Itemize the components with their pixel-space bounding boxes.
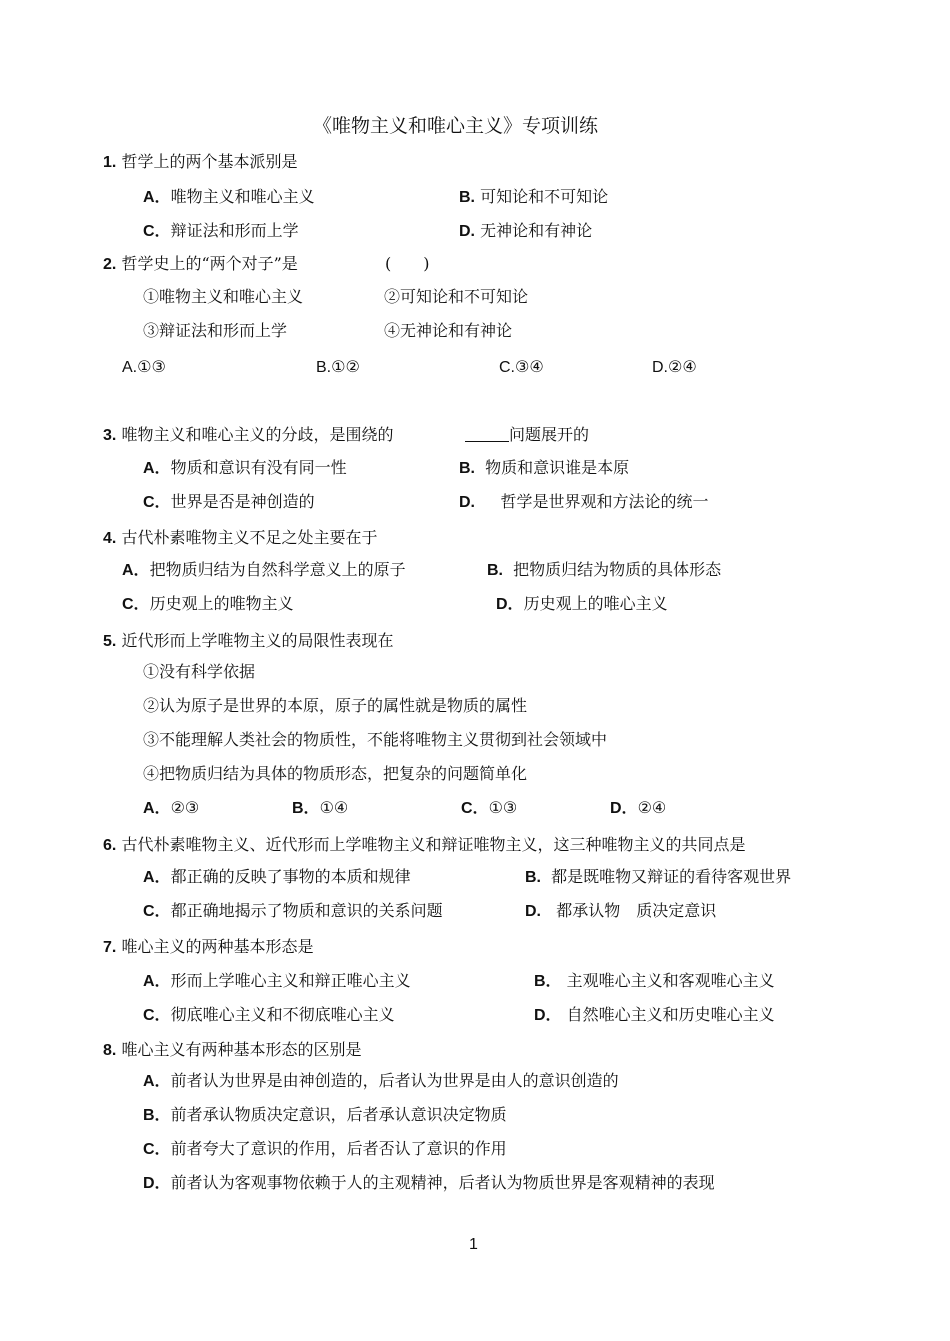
page-title: 《唯物主义和唯心主义》专项训练 bbox=[313, 115, 599, 137]
q1-option-c: C．辩证法和形而上学 bbox=[143, 221, 299, 240]
answer-parentheses: ( ) bbox=[385, 254, 430, 273]
q3-option-c: C．世界是否是神创造的 bbox=[143, 492, 315, 511]
question-number: 4. bbox=[103, 530, 117, 547]
question-number: 2. bbox=[103, 256, 117, 273]
fill-blank bbox=[465, 425, 589, 445]
q1-option-b: B. 可知论和不可知论 bbox=[459, 187, 609, 206]
question-number: 3. bbox=[103, 427, 117, 444]
question-stem: 唯心主义的两种基本形态是 bbox=[121, 937, 314, 956]
q2-item-2: ②可知论和不可知论 bbox=[384, 287, 529, 306]
question-number: 6. bbox=[103, 837, 117, 854]
q5-option-c: C．①③ bbox=[461, 798, 518, 817]
q6-option-a: A．都正确的反映了事物的本质和规律 bbox=[143, 867, 411, 886]
question-2 bbox=[103, 254, 298, 275]
q4-option-b: B. 把物质归结为物质的具体形态 bbox=[487, 560, 722, 579]
question-8 bbox=[103, 1040, 361, 1061]
question-stem: 唯物主义和唯心主义的分歧，是围绕的 bbox=[121, 425, 394, 444]
question-number: 7. bbox=[103, 939, 117, 956]
q5-item-3: ③不能理解人类社会的物质性，不能将唯物主义贯彻到社会领域中 bbox=[143, 730, 608, 749]
q7-option-b: B． 主观唯心主义和客观唯心主义 bbox=[534, 971, 775, 990]
question-3 bbox=[103, 425, 393, 446]
q5-option-d: D．②④ bbox=[610, 798, 667, 817]
question-number: 1. bbox=[103, 154, 117, 171]
q2-option-d: D.②④ bbox=[652, 359, 697, 376]
question-stem: 哲学史上的“两个对子”是 bbox=[121, 254, 298, 273]
q8-option-c: C．前者夸大了意识的作用，后者否认了意识的作用 bbox=[143, 1139, 507, 1158]
q2-option-c: C.③④ bbox=[499, 359, 544, 376]
question-stem: 古代朴素唯物主义、近代形而上学唯物主义和辩证唯物主义，这三种唯物主义的共同点是 bbox=[121, 835, 746, 854]
question-number: 8. bbox=[103, 1042, 117, 1059]
q5-item-1: ①没有科学依据 bbox=[143, 662, 256, 681]
question-1 bbox=[103, 152, 297, 173]
q2-option-b: B.①② bbox=[316, 359, 360, 376]
question-stem-after: 问题展开的 bbox=[509, 425, 590, 444]
q3-option-b: B. 物质和意识谁是本原 bbox=[459, 458, 630, 477]
q7-option-a: A．形而上学唯心主义和辩正唯心主义 bbox=[143, 971, 411, 990]
question-number: 5. bbox=[103, 633, 117, 650]
q8-option-d: D．前者认为客观事物依赖于人的主观精神，后者认为物质世界是客观精神的表现 bbox=[143, 1173, 715, 1192]
question-stem: 近代形而上学唯物主义的局限性表现在 bbox=[121, 631, 394, 650]
question-6 bbox=[103, 835, 745, 856]
q4-option-a: A．把物质归结为自然科学意义上的原子 bbox=[122, 560, 406, 579]
question-7 bbox=[103, 937, 313, 958]
q7-option-d: D． 自然唯心主义和历史唯心主义 bbox=[534, 1005, 775, 1024]
q5-option-b: B．①④ bbox=[292, 798, 349, 817]
q2-item-4: ④无神论和有神论 bbox=[384, 321, 513, 340]
q8-option-a: A．前者认为世界是由神创造的，后者认为世界是由人的意识创造的 bbox=[143, 1071, 619, 1090]
q3-option-a: A．物质和意识有没有同一性 bbox=[143, 458, 347, 477]
q5-item-2: ②认为原子是世界的本原，原子的属性就是物质的属性 bbox=[143, 696, 528, 715]
question-4 bbox=[103, 528, 377, 549]
q3-option-d: D. 哲学是世界观和方法论的统一 bbox=[459, 492, 709, 511]
q1-option-a: A．唯物主义和唯心主义 bbox=[143, 187, 315, 206]
q2-item-3: ③辩证法和形而上学 bbox=[143, 321, 288, 340]
page-number: 1 bbox=[469, 1236, 478, 1253]
q2-option-a: A.①③ bbox=[122, 359, 166, 376]
question-stem: 哲学上的两个基本派别是 bbox=[121, 152, 298, 171]
q1-option-d: D. 无神论和有神论 bbox=[459, 221, 593, 240]
q8-option-b: B．前者承认物质决定意识，后者承认意识决定物质 bbox=[143, 1105, 507, 1124]
q5-option-a: A．②③ bbox=[143, 798, 200, 817]
blank-line bbox=[465, 425, 509, 442]
q4-option-d: D．历史观上的唯心主义 bbox=[496, 594, 668, 613]
q6-option-c: C．都正确地揭示了物质和意识的关系问题 bbox=[143, 901, 443, 920]
question-5 bbox=[103, 631, 393, 652]
q2-item-1: ①唯物主义和唯心主义 bbox=[143, 287, 304, 306]
q7-option-c: C．彻底唯心主义和不彻底唯心主义 bbox=[143, 1005, 395, 1024]
q6-option-b: B. 都是既唯物又辩证的看待客观世界 bbox=[525, 867, 792, 886]
question-stem: 唯心主义有两种基本形态的区别是 bbox=[121, 1040, 362, 1059]
q5-item-4: ④把物质归结为具体的物质形态，把复杂的问题简单化 bbox=[143, 764, 528, 783]
q4-option-c: C．历史观上的唯物主义 bbox=[122, 594, 294, 613]
question-stem: 古代朴素唯物主义不足之处主要在于 bbox=[121, 528, 378, 547]
q6-option-d: D. 都承认物 质决定意识 bbox=[525, 901, 717, 920]
